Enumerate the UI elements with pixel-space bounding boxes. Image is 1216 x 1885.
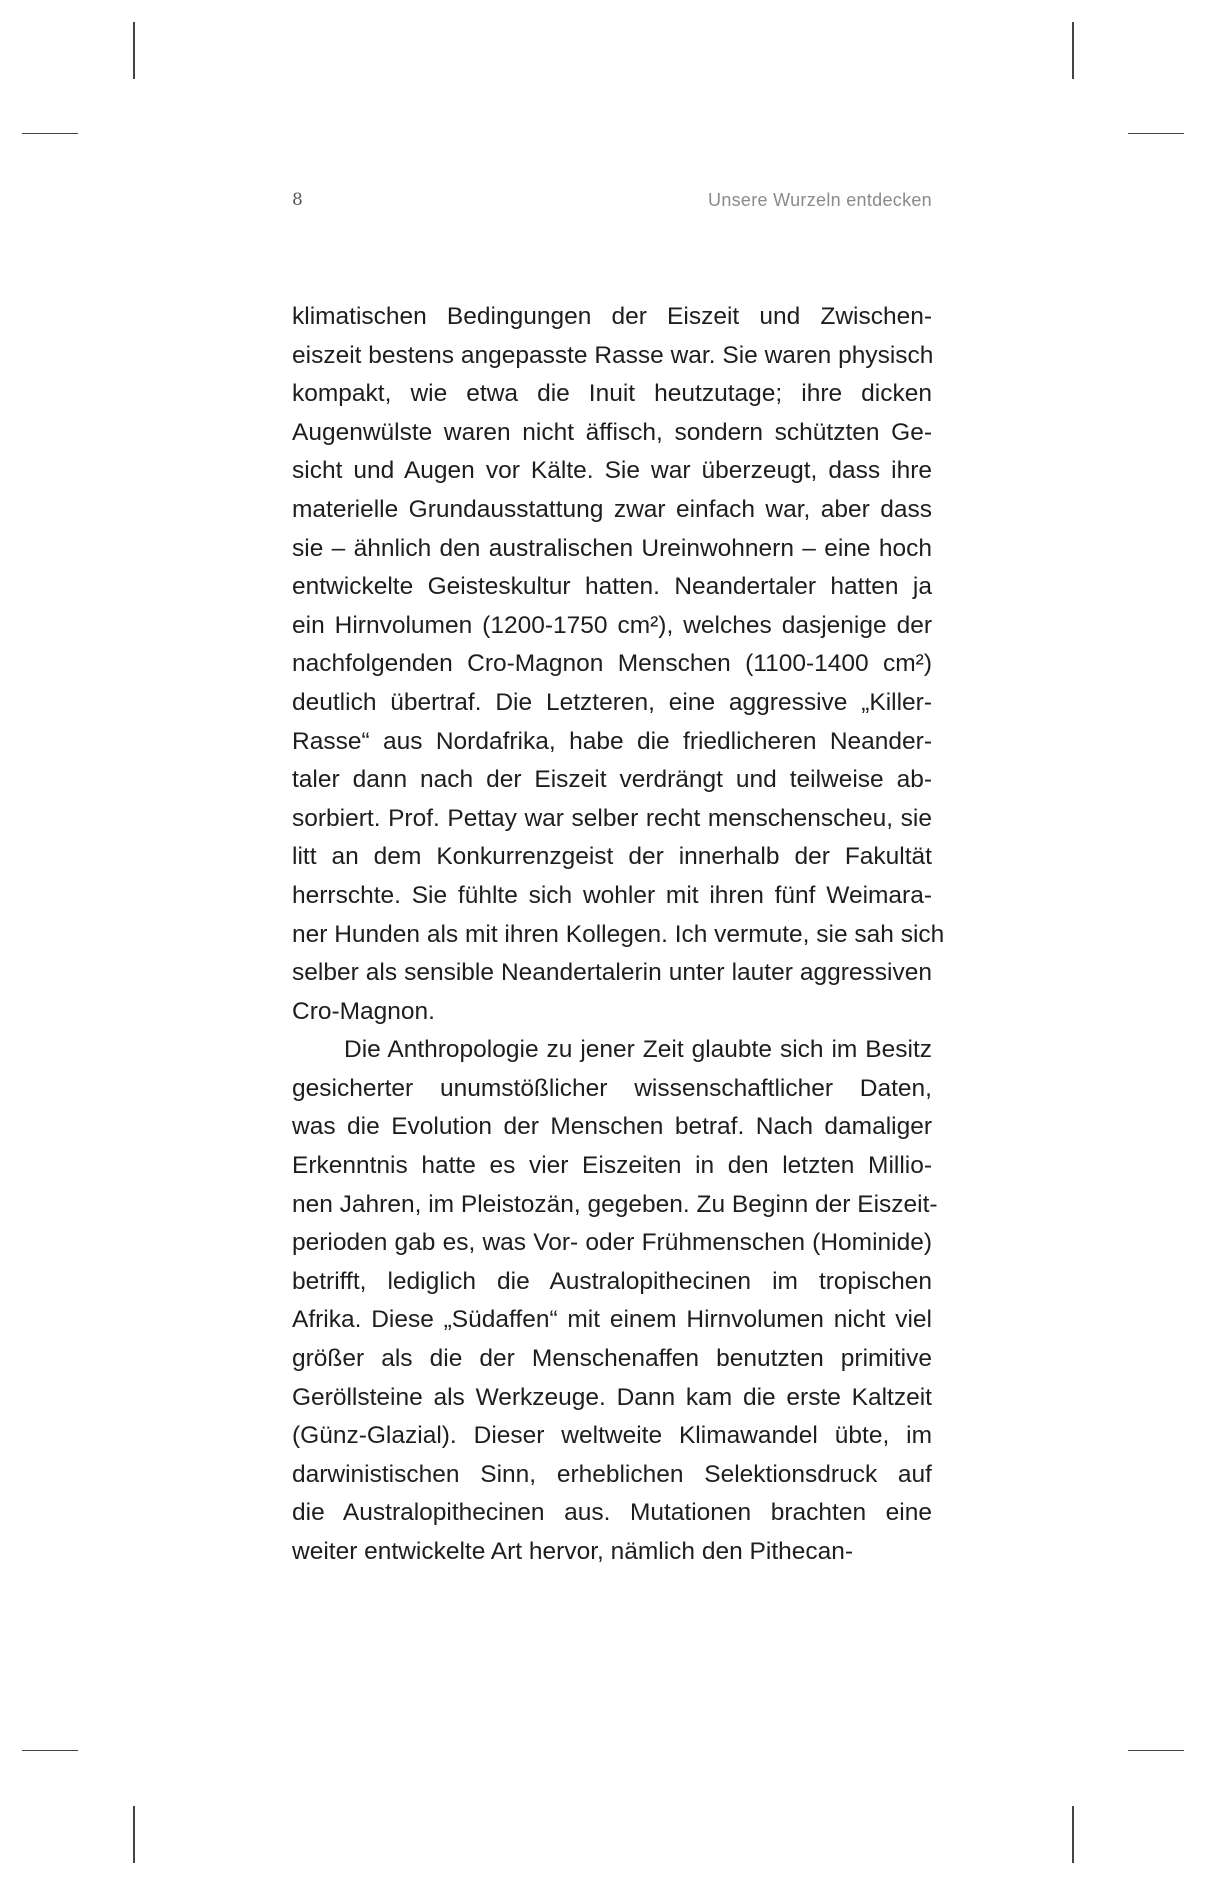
text-line: herrschte. Sie fühlte sich wohler mit ihren fünf Weimara- <box>292 881 932 909</box>
text-line: ner Hunden als mit ihren Kollegen. Ich vermute, sie sah sich <box>292 920 945 948</box>
text-line: sie – ähnlich den australischen Ureinwohnern – eine hoch <box>292 534 932 562</box>
text-line: größer als die der Menschenaffen benutzten primitive <box>292 1345 932 1373</box>
text-line: Rasse“ aus Nordafrika, habe die friedlicheren Neander- <box>292 727 932 755</box>
body-text <box>292 298 945 1572</box>
text-line: Erkenntnis hatte es vier Eiszeiten in den letzten Millio- <box>292 1152 932 1180</box>
text-line: klimatischen Bedingungen der Eiszeit und Zwischen- <box>292 303 932 330</box>
text-line: Geröllsteine als Werkzeuge. Dann kam die erste Kaltzeit <box>292 1383 932 1411</box>
text-line: deutlich übertraf. Die Letzteren, eine aggressive „Killer- <box>292 688 932 716</box>
text-line: Die Anthropologie zu jener Zeit glaubte sich im Besitz <box>344 1036 932 1064</box>
text-line: Augenwülste waren nicht äffisch, sondern schützten Ge- <box>292 418 932 446</box>
page-header <box>292 190 932 214</box>
crop-mark-top-left-horizontal <box>22 133 78 134</box>
text-line: weiter entwickelte Art hervor, nämlich den Pithecan- <box>292 1538 854 1565</box>
text-line: darwinistischen Sinn, erheblichen Selektionsdruck auf <box>292 1460 932 1488</box>
paragraph <box>292 298 945 1031</box>
crop-mark-bottom-left-horizontal <box>22 1750 78 1751</box>
text-line: perioden gab es, was Vor- oder Frühmenschen (Hominide) <box>292 1229 932 1257</box>
text-line: kompakt, wie etwa die Inuit heutzutage; ihre dicken <box>292 380 932 408</box>
text-line: eiszeit bestens angepasste Rasse war. Sie waren physisch <box>292 341 934 369</box>
text-line: sorbiert. Prof. Pettay war selber recht menschenscheu, sie <box>292 804 932 832</box>
text-line: ein Hirnvolumen (1200-1750 cm²), welches dasjenige der <box>292 611 932 639</box>
text-line: sicht und Augen vor Kälte. Sie war überzeugt, dass ihre <box>292 457 932 485</box>
text-line: Cro-Magnon. <box>292 997 435 1025</box>
text-line: Afrika. Diese „Südaffen“ mit einem Hirnvolumen nicht viel <box>292 1306 932 1334</box>
text-line: selber als sensible Neandertalerin unter lauter aggressiven <box>292 959 932 987</box>
text-line: nachfolgenden Cro-Magnon Menschen (1100-1400 cm²) <box>292 650 932 678</box>
page-number: 8 <box>292 190 303 210</box>
crop-mark-bottom-left-vertical <box>133 1806 135 1863</box>
crop-mark-top-right-vertical <box>1072 22 1074 79</box>
crop-mark-bottom-right-horizontal <box>1128 1750 1184 1751</box>
text-line: entwickelte Geisteskultur hatten. Neandertaler hatten ja <box>292 573 932 601</box>
running-head: Unsere Wurzeln entdecken <box>708 190 932 210</box>
text-line: litt an dem Konkurrenzgeist der innerhalb der Fakultät <box>292 843 932 871</box>
crop-mark-top-left-vertical <box>133 22 135 79</box>
text-line: taler dann nach der Eiszeit verdrängt und teilweise ab- <box>292 766 932 794</box>
text-line: die Australopithecinen aus. Mutationen brachten eine <box>292 1499 932 1527</box>
paragraph <box>292 1031 938 1571</box>
text-line: was die Evolution der Menschen betraf. Nach damaliger <box>292 1113 932 1141</box>
crop-mark-top-right-horizontal <box>1128 133 1184 134</box>
text-line: (Günz-Glazial). Dieser weltweite Klimawandel übte, im <box>292 1422 932 1450</box>
text-line: nen Jahren, im Pleistozän, gegeben. Zu Beginn der Eiszeit- <box>292 1190 938 1218</box>
crop-mark-bottom-right-vertical <box>1072 1806 1074 1863</box>
text-line: betrifft, lediglich die Australopithecinen im tropischen <box>292 1267 932 1295</box>
text-line: materielle Grundausstattung zwar einfach war, aber dass <box>292 495 932 523</box>
text-line: gesicherter unumstößlicher wissenschaftlicher Daten, <box>292 1074 932 1102</box>
